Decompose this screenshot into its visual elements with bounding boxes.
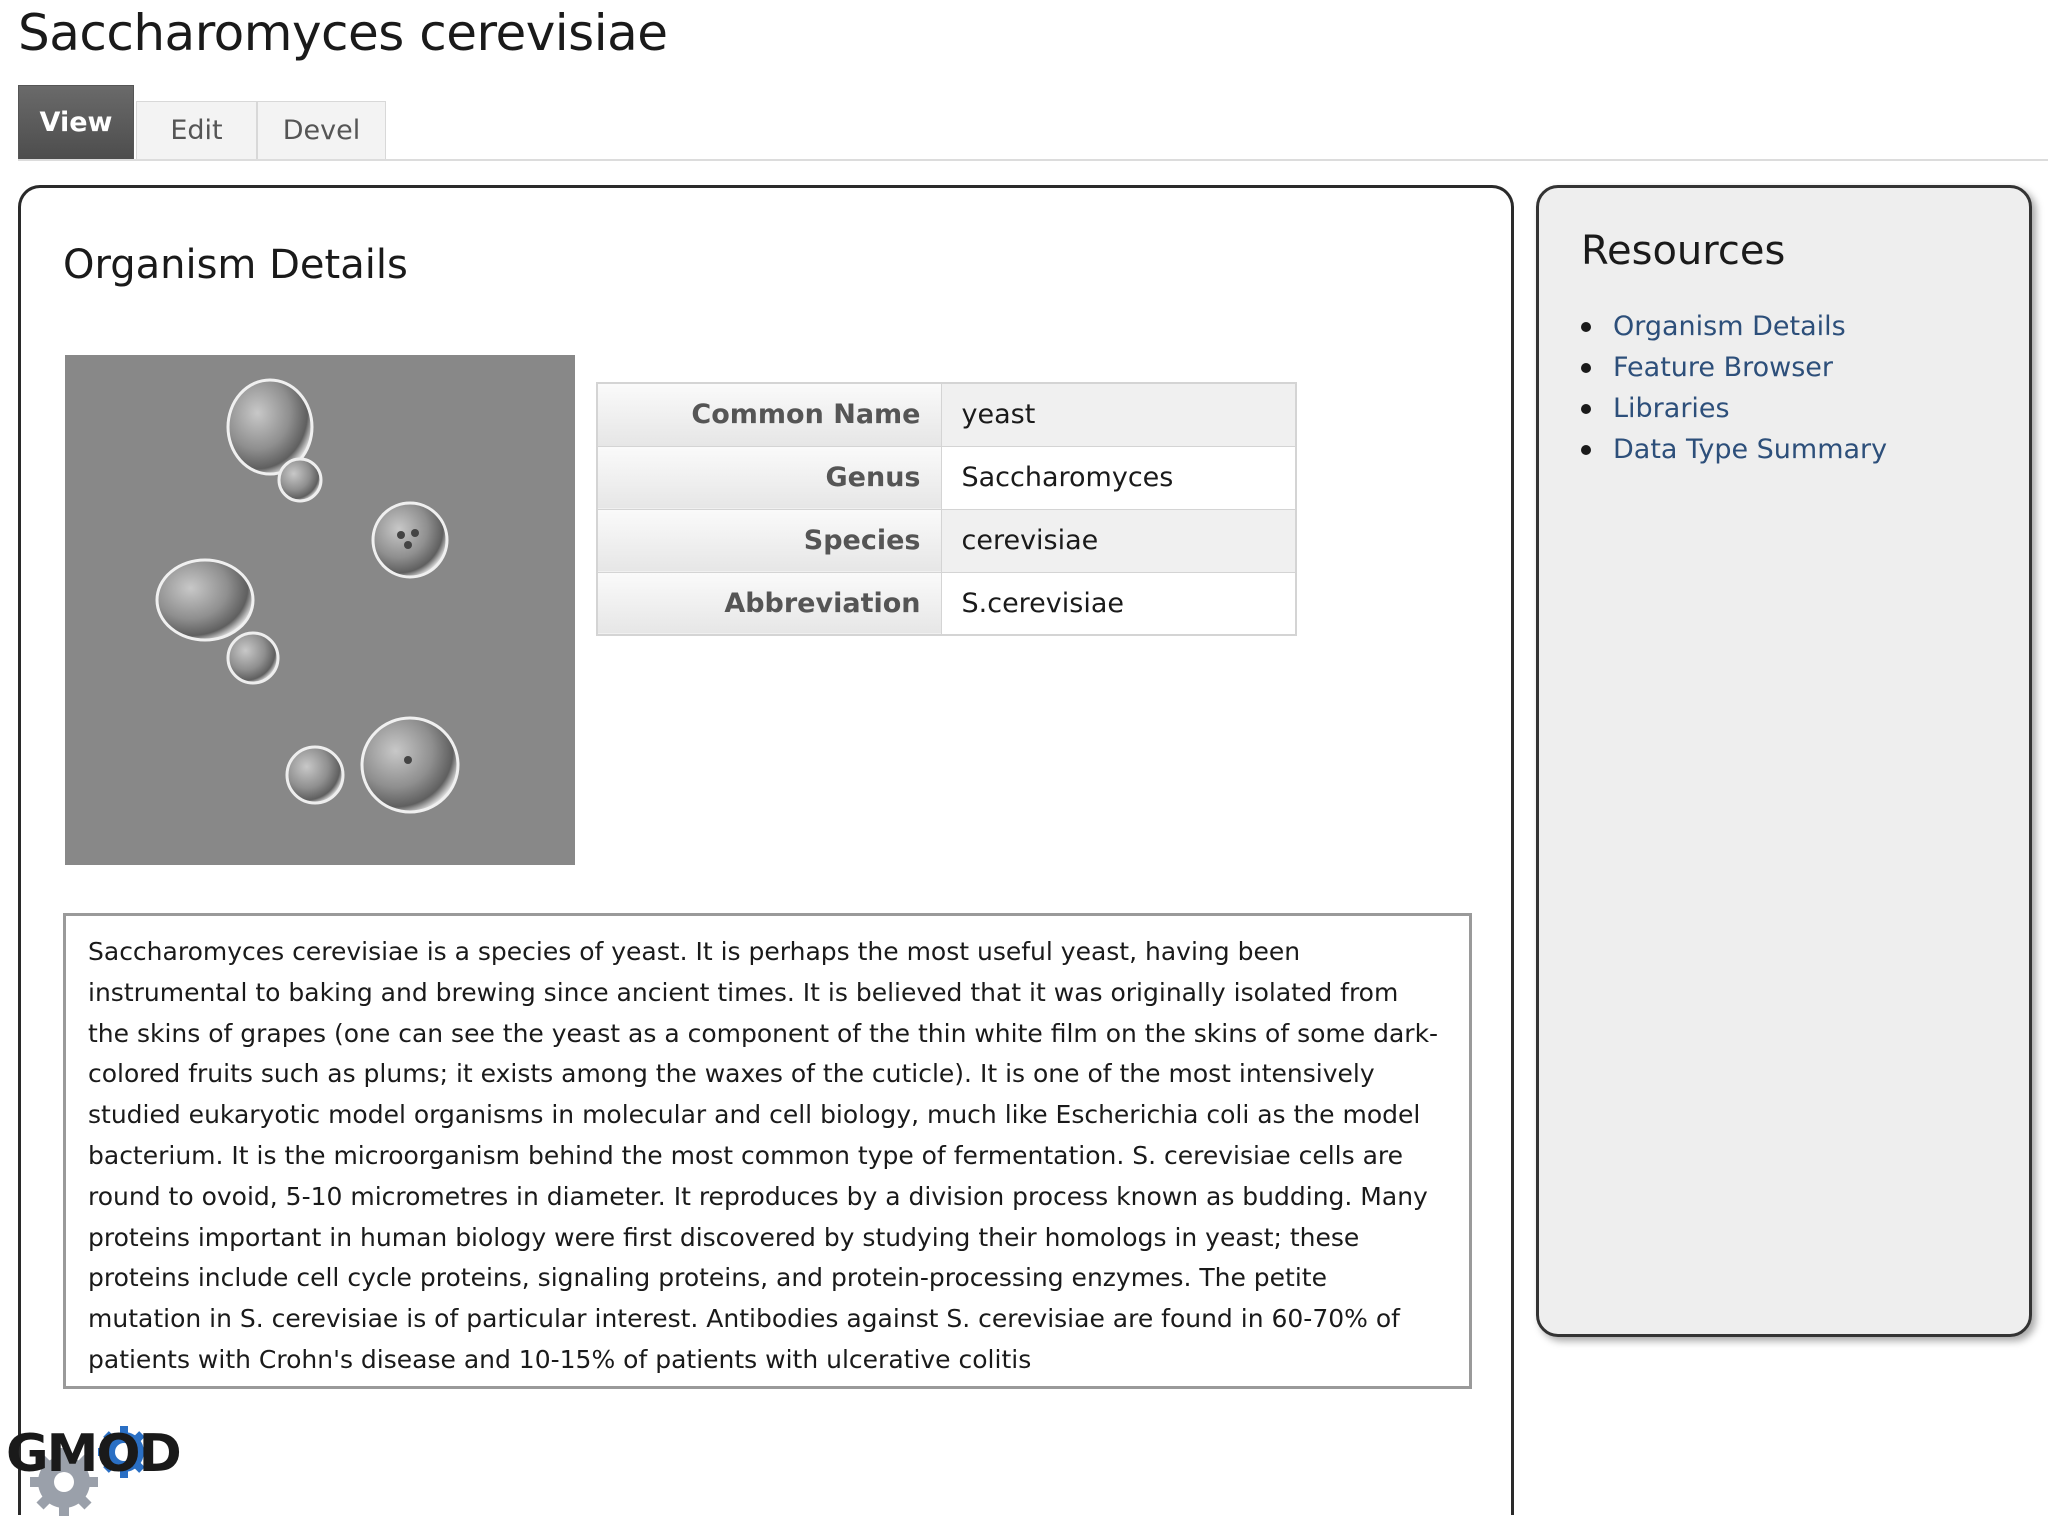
bullet-icon xyxy=(1581,322,1591,332)
tab-bar xyxy=(18,85,2048,161)
organism-details-heading: Organism Details xyxy=(63,242,408,288)
details-label: Species xyxy=(597,509,941,572)
page-title: Saccharomyces cerevisiae xyxy=(18,4,668,62)
details-value: Saccharomyces xyxy=(941,446,1296,509)
resources-sidebar xyxy=(1536,185,2032,1337)
details-value: S.cerevisiae xyxy=(941,572,1296,635)
tab-devel[interactable]: Devel xyxy=(257,101,386,159)
resource-item-feature-browser xyxy=(1581,347,1887,388)
bullet-icon xyxy=(1581,445,1591,455)
organism-image xyxy=(65,355,575,865)
resource-link-feature-browser[interactable]: Feature Browser xyxy=(1613,352,1834,383)
organism-description: Saccharomyces cerevisiae is a species of yeast. It is perhaps the most useful yeast, having been instrumental to baking and brewing since ancient times. It is believed that it was originally isolated from the skins of grapes (one can see the yeast as a component of the thin white film on the skins of some dark-colored fruits such as plums; it exists among the waxes of the cuticle). It is one of the most intensively studied eukaryotic model organisms in molecular and cell biology, much like Escherichia coli as the model bacterium. It is the microorganism behind the most common type of fermentation. S. cerevisiae cells are round to ovoid, 5-10 micrometres in diameter. It reproduces by a division process known as budding. Many proteins important in human biology were first discovered by studying their homologs in yeast; these proteins include cell cycle proteins, signaling proteins, and protein-processing enzymes. The petite mutation in S. cerevisiae is of particular interest. Antibodies against S. cerevisiae are found in 60-70% of patients with Crohn's disease and 10-15% of patients with ulcerative colitis xyxy=(63,913,1472,1389)
resources-heading: Resources xyxy=(1581,228,1786,274)
details-row-species xyxy=(597,509,1296,572)
bullet-icon xyxy=(1581,363,1591,373)
details-row-abbreviation xyxy=(597,572,1296,635)
details-label: Genus xyxy=(597,446,941,509)
resource-item-libraries xyxy=(1581,388,1887,429)
details-row-genus xyxy=(597,446,1296,509)
details-value: yeast xyxy=(941,383,1296,446)
yeast-cells-illustration xyxy=(65,355,575,865)
main-content-panel xyxy=(18,185,1514,1515)
gmod-logo-text: GMOD xyxy=(6,1424,180,1484)
details-value: cerevisiae xyxy=(941,509,1296,572)
details-row-common-name xyxy=(597,383,1296,446)
tab-view[interactable]: View xyxy=(18,85,134,159)
resource-link-data-type-summary[interactable]: Data Type Summary xyxy=(1613,434,1888,465)
organism-details-table xyxy=(596,382,1297,636)
resource-link-organism-details[interactable]: Organism Details xyxy=(1613,311,1846,342)
resource-item-data-type-summary xyxy=(1581,429,1887,470)
gmod-logo xyxy=(6,1424,196,1520)
resource-link-libraries[interactable]: Libraries xyxy=(1613,393,1730,424)
details-label: Common Name xyxy=(597,383,941,446)
resource-item-organism-details xyxy=(1581,306,1887,347)
resource-list xyxy=(1581,306,1887,470)
details-label: Abbreviation xyxy=(597,572,941,635)
bullet-icon xyxy=(1581,404,1591,414)
tab-edit[interactable]: Edit xyxy=(136,101,257,159)
